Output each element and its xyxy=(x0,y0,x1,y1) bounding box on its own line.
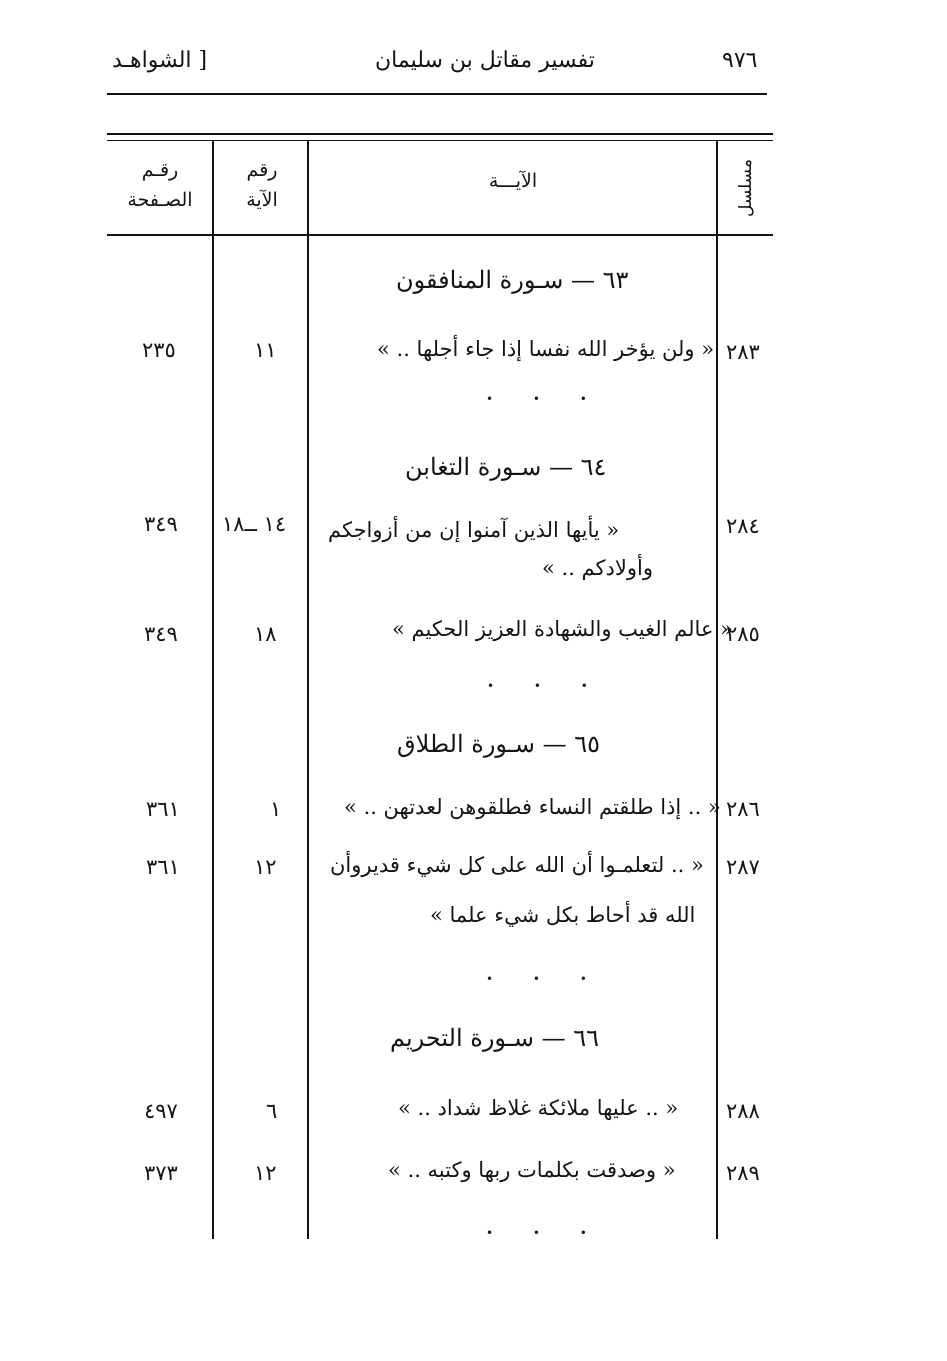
column-header-verse-number-line1: رقم xyxy=(246,159,278,181)
verse-number: ١٤ ــ١٨ xyxy=(222,512,287,536)
page-reference: ٢٣٥ xyxy=(142,338,176,362)
surah-heading: ٦٣ — سـورة المنافقون xyxy=(396,266,629,294)
column-header-page xyxy=(112,155,208,215)
page-reference: ٣٧٣ xyxy=(144,1161,178,1185)
verse-number: ١٢ xyxy=(254,855,277,879)
serial-number: ٢٨٦ xyxy=(726,797,760,821)
column-divider xyxy=(716,141,718,1239)
column-header-verse-number xyxy=(218,155,306,215)
verse-text: « ولن يؤخر الله نفسا إذا جاء أجلها .. » xyxy=(377,337,715,361)
surah-heading: ٦٥ — سـورة الطلاق xyxy=(397,730,600,758)
page-reference: ٣٦١ xyxy=(146,797,180,821)
verse-number: ١٢ xyxy=(254,1161,277,1185)
table-top-rule-2 xyxy=(107,140,773,141)
column-divider xyxy=(307,141,309,1239)
header-rule xyxy=(107,93,767,95)
verse-text: « يأيها الذين آمنوا إن من أزواجكم xyxy=(328,518,620,542)
verse-text: « .. عليها ملائكة غلاظ شداد .. » xyxy=(398,1096,679,1120)
serial-number: ٢٨٩ xyxy=(726,1161,760,1185)
page-number: ٩٧٦ xyxy=(722,48,758,73)
column-header-verse: الآيـــة xyxy=(488,170,538,192)
serial-number: ٢٨٧ xyxy=(726,855,760,879)
book-title: تفسير مقاتل بن سليمان xyxy=(375,48,595,73)
column-divider xyxy=(212,141,214,1239)
section-separator: • • • xyxy=(487,679,606,693)
serial-number: ٢٨٤ xyxy=(726,514,760,538)
surah-heading: ٦٦ — سـورة التحريم xyxy=(390,1024,599,1052)
table-header-rule xyxy=(107,234,773,236)
section-separator: • • • xyxy=(486,1226,605,1240)
column-header-page-line1: رقـم xyxy=(141,159,179,181)
section-title: [ الشواهـد xyxy=(112,48,208,73)
section-separator: • • • xyxy=(486,392,605,406)
verse-text: « .. لتعلمـوا أن الله على كل شيء قديروأن xyxy=(330,853,704,877)
column-header-page-line2: الصـفحة xyxy=(127,189,193,211)
verse-number: ١١ xyxy=(254,338,277,362)
verse-text: « وصدقت بكلمات ربها وكتبه .. » xyxy=(388,1158,676,1182)
column-header-serial: مسلسل xyxy=(736,159,756,217)
verse-text-continuation: الله قد أحاط بكل شيء علما » xyxy=(430,903,696,927)
verse-text: « .. إذا طلقتم النساء فطلقوهن لعدتهن .. » xyxy=(344,795,721,819)
verse-number: ١٨ xyxy=(254,622,277,646)
column-header-verse-number-line2: الآية xyxy=(246,189,278,211)
serial-number: ٢٨٥ xyxy=(726,622,760,646)
page-reference: ٣٦١ xyxy=(146,855,180,879)
page-reference: ٤٩٧ xyxy=(144,1099,178,1123)
page-reference: ٣٤٩ xyxy=(144,622,178,646)
page-reference: ٣٤٩ xyxy=(144,512,178,536)
verse-number: ٦ xyxy=(266,1099,278,1123)
serial-number: ٢٨٣ xyxy=(726,340,760,364)
verse-text-continuation: وأولادكم .. » xyxy=(542,556,653,580)
surah-heading: ٦٤ — سـورة التغابن xyxy=(405,453,607,481)
serial-number: ٢٨٨ xyxy=(726,1099,760,1123)
verse-text: « عالم الغيب والشهادة العزيز الحكيم » xyxy=(392,617,733,641)
section-separator: • • • xyxy=(486,972,605,986)
verse-number: ١ xyxy=(270,797,282,821)
table-top-rule xyxy=(107,133,773,135)
